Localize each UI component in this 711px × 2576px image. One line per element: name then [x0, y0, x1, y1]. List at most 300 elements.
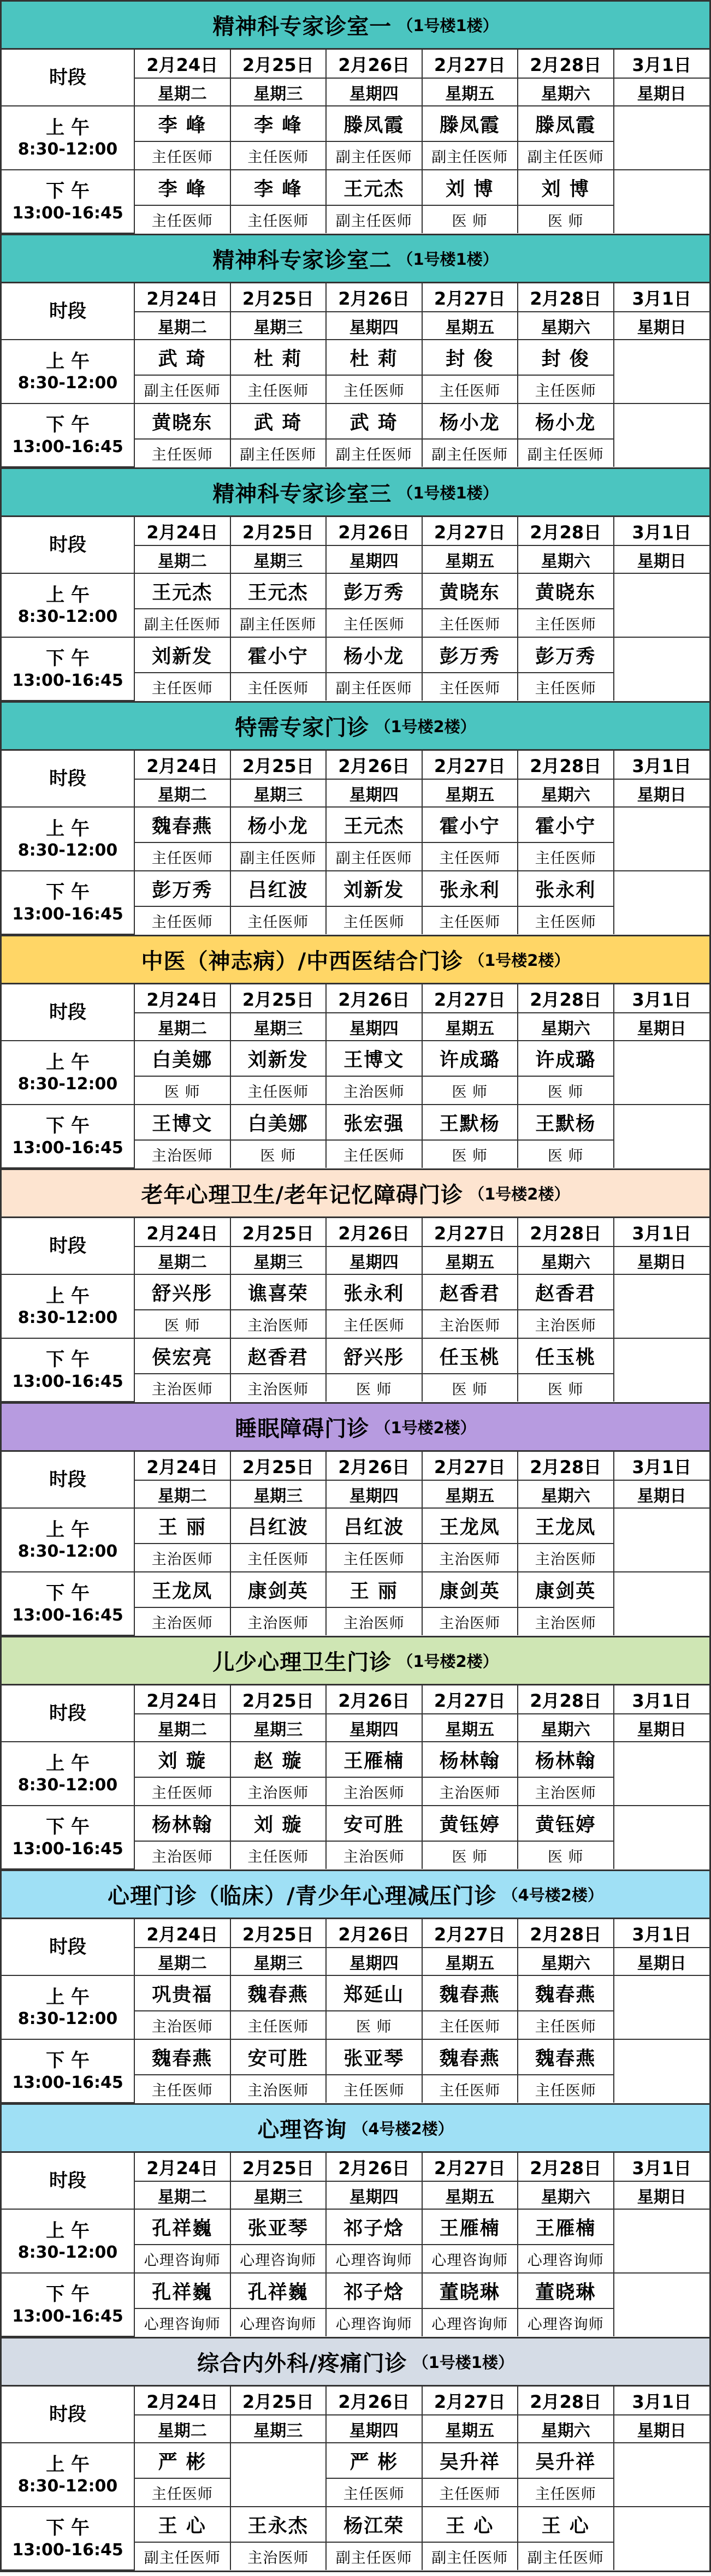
- doctor-title: 心理咨询师: [326, 2308, 422, 2336]
- date-cell: 2月26日: [326, 2387, 422, 2415]
- doctor-name: 严 彬: [326, 2443, 422, 2478]
- doctor-title: 主治医师: [518, 1777, 614, 1806]
- doctor-title: 医 师: [134, 1076, 230, 1105]
- doctor-title: 主治医师: [422, 1777, 518, 1806]
- date-cell: 2月27日: [422, 1218, 518, 1247]
- date-cell: 3月1日: [614, 2387, 710, 2415]
- weekday-cell: 星期四: [326, 779, 422, 807]
- am-doctor-row: [2, 1742, 709, 1777]
- doctor-name: 孔祥巍: [134, 2209, 230, 2245]
- doctor-title: 主任医师: [326, 1544, 422, 1572]
- pm-title: 下 午: [46, 2050, 90, 2072]
- doctor-title: 心理咨询师: [230, 2308, 327, 2336]
- doctor-name: 霍小宁: [422, 807, 518, 842]
- doctor-name: [614, 1338, 710, 1374]
- doctor-name: 张永利: [518, 871, 614, 906]
- doctor-title: 副主任医师: [518, 141, 614, 170]
- section-name: 心理门诊（临床）/青少年心理减压门诊: [108, 1884, 497, 1909]
- doctor-name: [614, 637, 710, 673]
- period-label: 时段: [2, 2153, 134, 2209]
- date-cell: 2月26日: [326, 50, 422, 78]
- doctor-name: 王龙凤: [518, 1508, 614, 1544]
- doctor-title: 主任医师: [134, 2075, 230, 2103]
- doctor-name: 杜 莉: [230, 340, 327, 375]
- date-cell: 3月1日: [614, 1685, 710, 1714]
- doctor-title: 主任医师: [518, 375, 614, 403]
- doctor-title: 副主任医师: [134, 2542, 230, 2570]
- weekday-cell: 星期三: [230, 2181, 327, 2209]
- section-location: （1号楼1楼）: [397, 250, 499, 269]
- pm-label: [2, 2507, 134, 2570]
- doctor-title: 主任医师: [134, 141, 230, 170]
- date-cell: 2月25日: [230, 517, 327, 545]
- doctor-name: [614, 1041, 710, 1076]
- weekday-cell: 星期二: [134, 779, 230, 807]
- weekday-cell: 星期三: [230, 779, 327, 807]
- weekday-cell: 星期四: [326, 545, 422, 573]
- doctor-title: 主任医师: [134, 439, 230, 467]
- clinic-section: [0, 2338, 711, 2572]
- doctor-name: 彭万秀: [134, 871, 230, 906]
- pm-doctor-row: [2, 1105, 709, 1140]
- am-time: 8:30-12:00: [17, 373, 118, 393]
- doctor-name: 黄钰婷: [422, 1806, 518, 1841]
- am-title: 上 午: [46, 1752, 90, 1774]
- doctor-title: 主任医师: [422, 906, 518, 934]
- date-cell: 2月26日: [326, 984, 422, 1013]
- doctor-name: [614, 170, 710, 205]
- doctor-name: 王元杰: [326, 170, 422, 205]
- pm-time: 13:00-16:45: [12, 1839, 123, 1859]
- doctor-title: 主任医师: [230, 1076, 327, 1105]
- section-location: （1号楼1楼）: [397, 16, 499, 35]
- doctor-title: 医 师: [518, 1841, 614, 1869]
- weekday-cell: 星期五: [422, 1714, 518, 1742]
- doctor-name: 康剑英: [422, 1572, 518, 1607]
- clinic-section: [0, 1637, 711, 1871]
- clinic-section: [0, 703, 711, 936]
- doctor-name: 董晓琳: [518, 2273, 614, 2308]
- section-location: （4号楼2楼）: [352, 2120, 454, 2138]
- doctor-name: 刘 博: [518, 170, 614, 205]
- weekday-cell: 星期五: [422, 2415, 518, 2443]
- am-label: [2, 1975, 134, 2039]
- doctor-title: 医 师: [422, 1076, 518, 1105]
- am-doctor-row: [2, 2443, 709, 2478]
- pm-time: 13:00-16:45: [12, 1605, 123, 1625]
- doctor-title: 主治医师: [326, 1777, 422, 1806]
- schedule-table: [2, 751, 709, 935]
- doctor-title: 心理咨询师: [134, 2245, 230, 2273]
- doctor-name: 郑延山: [326, 1975, 422, 2011]
- weekday-cell: 星期六: [518, 1714, 614, 1742]
- period-label: 时段: [2, 2387, 134, 2443]
- date-cell: 2月25日: [230, 1919, 327, 1948]
- doctor-title: 医 师: [134, 1310, 230, 1338]
- weekday-cell: 星期日: [614, 2415, 710, 2443]
- date-cell: 2月27日: [422, 1452, 518, 1480]
- doctor-name: 杨林翰: [134, 1806, 230, 1841]
- doctor-name: 白美娜: [134, 1041, 230, 1076]
- date-row: [2, 751, 709, 779]
- section-title: [2, 1170, 709, 1218]
- pm-title: 下 午: [46, 1115, 90, 1137]
- am-doctor-row: [2, 106, 709, 141]
- doctor-title: 主治医师: [326, 1076, 422, 1105]
- pm-label: [2, 871, 134, 934]
- doctor-name: [614, 2507, 710, 2542]
- doctor-title: 医 师: [518, 1076, 614, 1105]
- doctor-name: [614, 1806, 710, 1841]
- doctor-name: 黄钰婷: [518, 1806, 614, 1841]
- clinic-section: [0, 1170, 711, 1404]
- weekday-cell: 星期二: [134, 1247, 230, 1274]
- date-cell: 2月24日: [134, 1218, 230, 1247]
- doctor-title: 主任医师: [230, 673, 327, 701]
- section-name: 精神科专家诊室一: [212, 14, 392, 39]
- doctor-name: 魏春燕: [518, 2039, 614, 2075]
- doctor-title: [614, 1777, 710, 1806]
- doctor-name: 董晓琳: [422, 2273, 518, 2308]
- am-label: [2, 2443, 134, 2507]
- section-title: [2, 1637, 709, 1685]
- am-time: 8:30-12:00: [17, 607, 118, 626]
- date-cell: 2月25日: [230, 283, 327, 312]
- date-cell: 2月28日: [518, 751, 614, 779]
- pm-label: [2, 637, 134, 701]
- section-title: [2, 2105, 709, 2153]
- date-cell: 2月24日: [134, 283, 230, 312]
- date-cell: 2月24日: [134, 2387, 230, 2415]
- doctor-name: 黄晓东: [518, 573, 614, 609]
- am-label: [2, 340, 134, 403]
- doctor-title: 主任医师: [134, 205, 230, 233]
- am-doctor-row: [2, 1975, 709, 2011]
- doctor-name: 黄晓东: [422, 573, 518, 609]
- pm-label: [2, 1572, 134, 1635]
- weekday-cell: 星期四: [326, 2181, 422, 2209]
- doctor-title: 心理咨询师: [422, 2308, 518, 2336]
- doctor-title: 医 师: [518, 205, 614, 233]
- doctor-name: 王永杰: [230, 2507, 327, 2542]
- doctor-title: 主治医师: [422, 1544, 518, 1572]
- section-title: [2, 2338, 709, 2387]
- doctor-title: 医 师: [422, 1140, 518, 1168]
- am-label: [2, 1274, 134, 1338]
- weekday-cell: 星期二: [134, 1714, 230, 1742]
- weekday-cell: 星期四: [326, 2415, 422, 2443]
- doctor-name: 武 琦: [134, 340, 230, 375]
- date-row: [2, 984, 709, 1013]
- doctor-name: 霍小宁: [518, 807, 614, 842]
- weekday-cell: 星期三: [230, 78, 327, 106]
- doctor-name: 王 丽: [134, 1508, 230, 1544]
- date-cell: 2月26日: [326, 1919, 422, 1948]
- weekday-cell: 星期三: [230, 1714, 327, 1742]
- doctor-name: [230, 2443, 327, 2478]
- weekday-cell: 星期六: [518, 1948, 614, 1975]
- doctor-name: 康剑英: [518, 1572, 614, 1607]
- am-title: 上 午: [46, 2453, 90, 2476]
- pm-title: 下 午: [46, 180, 90, 202]
- section-name: 综合内外科/疼痛门诊: [197, 2351, 407, 2376]
- weekday-cell: 星期六: [518, 1480, 614, 1508]
- date-cell: 2月25日: [230, 1452, 327, 1480]
- section-name: 儿少心理卫生门诊: [212, 1650, 392, 1675]
- am-doctor-row: [2, 340, 709, 375]
- doctor-title: 主治医师: [518, 1607, 614, 1635]
- doctor-name: 黄晓东: [134, 403, 230, 439]
- doctor-name: [614, 106, 710, 141]
- pm-label: [2, 403, 134, 467]
- weekday-cell: 星期二: [134, 78, 230, 106]
- weekday-cell: 星期六: [518, 78, 614, 106]
- weekday-cell: 星期三: [230, 1013, 327, 1041]
- doctor-title: 主治医师: [134, 2011, 230, 2039]
- doctor-name: [614, 1274, 710, 1310]
- doctor-name: 刘新发: [230, 1041, 327, 1076]
- doctor-title: 主任医师: [230, 906, 327, 934]
- pm-label: [2, 2039, 134, 2103]
- doctor-name: 白美娜: [230, 1105, 327, 1140]
- schedule-table: [2, 517, 709, 701]
- doctor-title: 医 师: [422, 1374, 518, 1402]
- doctor-title: 主任医师: [422, 375, 518, 403]
- pm-doctor-row: [2, 637, 709, 673]
- date-cell: 2月28日: [518, 2387, 614, 2415]
- weekday-cell: 星期四: [326, 78, 422, 106]
- pm-doctor-row: [2, 403, 709, 439]
- weekday-cell: 星期二: [134, 1948, 230, 1975]
- date-cell: 2月27日: [422, 2153, 518, 2181]
- period-label: 时段: [2, 1218, 134, 1274]
- doctor-name: [614, 403, 710, 439]
- pm-title: 下 午: [46, 1349, 90, 1370]
- am-doctor-row: [2, 1274, 709, 1310]
- doctor-title: 医 师: [422, 1841, 518, 1869]
- doctor-title: 副主任医师: [230, 609, 327, 637]
- pm-doctor-row: [2, 1806, 709, 1841]
- schedule-table: [2, 283, 709, 467]
- period-label: 时段: [2, 1919, 134, 1975]
- doctor-title: [614, 439, 710, 467]
- section-location: （4号楼2楼）: [502, 1886, 603, 1904]
- doctor-title: 主治医师: [326, 1607, 422, 1635]
- pm-title: 下 午: [46, 414, 90, 436]
- doctor-name: 孔祥巍: [134, 2273, 230, 2308]
- doctor-name: 杨林翰: [422, 1742, 518, 1777]
- date-cell: 3月1日: [614, 1919, 710, 1948]
- doctor-name: 王元杰: [134, 573, 230, 609]
- pm-time: 13:00-16:45: [12, 2306, 123, 2326]
- am-time: 8:30-12:00: [17, 1308, 118, 1327]
- section-name: 精神科专家诊室三: [212, 482, 392, 507]
- doctor-name: [614, 2443, 710, 2478]
- doctor-name: 王 心: [518, 2507, 614, 2542]
- doctor-name: 王默杨: [422, 1105, 518, 1140]
- doctor-title: [614, 2245, 710, 2273]
- clinic-section: [0, 936, 711, 1170]
- doctor-name: [614, 1975, 710, 2011]
- weekday-cell: 星期五: [422, 2181, 518, 2209]
- doctor-title: 主治医师: [230, 2542, 327, 2570]
- date-cell: 2月26日: [326, 1218, 422, 1247]
- doctor-title: 副主任医师: [134, 375, 230, 403]
- pm-doctor-row: [2, 1338, 709, 1374]
- doctor-name: 魏春燕: [134, 2039, 230, 2075]
- doctor-name: 杜 莉: [326, 340, 422, 375]
- date-cell: 2月27日: [422, 50, 518, 78]
- doctor-name: 彭万秀: [326, 573, 422, 609]
- section-location: （1号楼2楼）: [375, 717, 476, 736]
- pm-time: 13:00-16:45: [12, 1138, 123, 1158]
- weekday-cell: 星期五: [422, 1247, 518, 1274]
- section-name: 特需专家门诊: [235, 715, 370, 740]
- pm-title: 下 午: [46, 2283, 90, 2305]
- weekday-cell: 星期五: [422, 1013, 518, 1041]
- pm-title: 下 午: [46, 648, 90, 669]
- weekday-cell: 星期日: [614, 2181, 710, 2209]
- doctor-name: 封 俊: [422, 340, 518, 375]
- doctor-title: 主任医师: [326, 906, 422, 934]
- doctor-title: 主治医师: [230, 1310, 327, 1338]
- doctor-name: 王元杰: [326, 807, 422, 842]
- weekday-cell: 星期五: [422, 545, 518, 573]
- weekday-cell: 星期二: [134, 2415, 230, 2443]
- date-cell: 2月26日: [326, 283, 422, 312]
- doctor-name: 祁子焓: [326, 2273, 422, 2308]
- date-cell: 2月26日: [326, 1685, 422, 1714]
- weekday-cell: 星期三: [230, 1480, 327, 1508]
- doctor-title: 主任医师: [134, 1777, 230, 1806]
- pm-title: 下 午: [46, 1582, 90, 1604]
- doctor-title: [614, 609, 710, 637]
- doctor-title: [230, 2478, 327, 2507]
- doctor-name: 张宏强: [326, 1105, 422, 1140]
- date-cell: 3月1日: [614, 50, 710, 78]
- pm-doctor-row: [2, 871, 709, 906]
- doctor-title: [614, 673, 710, 701]
- doctor-title: 主治医师: [230, 1607, 327, 1635]
- doctor-title: 主任医师: [134, 906, 230, 934]
- weekday-cell: 星期日: [614, 1714, 710, 1742]
- period-label: 时段: [2, 50, 134, 106]
- pm-label: [2, 170, 134, 233]
- weekday-cell: 星期三: [230, 2415, 327, 2443]
- clinic-section: [0, 469, 711, 703]
- date-cell: 2月25日: [230, 2387, 327, 2415]
- weekday-cell: 星期日: [614, 1013, 710, 1041]
- am-title: 上 午: [46, 817, 90, 840]
- section-title: [2, 235, 709, 283]
- date-cell: 2月28日: [518, 2153, 614, 2181]
- schedule-table: [2, 1218, 709, 1402]
- doctor-name: 刘新发: [326, 871, 422, 906]
- doctor-name: 巩贵福: [134, 1975, 230, 2011]
- date-cell: 2月27日: [422, 517, 518, 545]
- date-row: [2, 50, 709, 78]
- weekday-cell: 星期二: [134, 1480, 230, 1508]
- doctor-name: 吕红波: [230, 1508, 327, 1544]
- pm-label: [2, 1105, 134, 1168]
- doctor-name: 吕红波: [230, 871, 327, 906]
- date-row: [2, 1919, 709, 1948]
- section-title: [2, 469, 709, 517]
- doctor-title: [614, 1310, 710, 1338]
- doctor-title: 副主任医师: [518, 2542, 614, 2570]
- doctor-name: 张永利: [422, 871, 518, 906]
- weekday-cell: 星期日: [614, 1480, 710, 1508]
- section-name: 心理咨询: [257, 2117, 347, 2142]
- doctor-title: [614, 205, 710, 233]
- weekday-cell: 星期二: [134, 545, 230, 573]
- schedule-table: [2, 2153, 709, 2337]
- weekday-cell: 星期五: [422, 1948, 518, 1975]
- am-time: 8:30-12:00: [17, 841, 118, 860]
- doctor-title: 主治医师: [134, 1374, 230, 1402]
- doctor-title: 心理咨询师: [134, 2308, 230, 2336]
- date-cell: 2月28日: [518, 50, 614, 78]
- doctor-title: 主任医师: [230, 375, 327, 403]
- doctor-name: [614, 1105, 710, 1140]
- doctor-title: [614, 1374, 710, 1402]
- doctor-name: 杨江荣: [326, 2507, 422, 2542]
- date-cell: 2月28日: [518, 1218, 614, 1247]
- am-time: 8:30-12:00: [17, 1776, 118, 1795]
- doctor-title: 医 师: [326, 2011, 422, 2039]
- weekday-cell: 星期五: [422, 78, 518, 106]
- weekday-cell: 星期六: [518, 1013, 614, 1041]
- doctor-title: 主任医师: [134, 2478, 230, 2507]
- doctor-title: 主任医师: [422, 609, 518, 637]
- section-name: 精神科专家诊室二: [212, 248, 392, 273]
- doctor-title: [614, 1544, 710, 1572]
- weekday-cell: 星期三: [230, 1948, 327, 1975]
- date-cell: 2月26日: [326, 1452, 422, 1480]
- date-cell: 3月1日: [614, 517, 710, 545]
- am-label: [2, 807, 134, 871]
- weekday-cell: 星期日: [614, 78, 710, 106]
- pm-doctor-row: [2, 2507, 709, 2542]
- doctor-title: [614, 2542, 710, 2570]
- weekday-cell: 星期四: [326, 1948, 422, 1975]
- doctor-name: 魏春燕: [518, 1975, 614, 2011]
- doctor-title: 心理咨询师: [518, 2245, 614, 2273]
- date-cell: 3月1日: [614, 1218, 710, 1247]
- doctor-name: 杨小龙: [230, 807, 327, 842]
- doctor-name: 王雁楠: [422, 2209, 518, 2245]
- doctor-name: 杨小龙: [326, 637, 422, 673]
- weekday-cell: 星期六: [518, 779, 614, 807]
- pm-time: 13:00-16:45: [12, 2073, 123, 2092]
- weekday-cell: 星期六: [518, 1247, 614, 1274]
- doctor-name: 刘新发: [134, 637, 230, 673]
- doctor-name: [614, 2273, 710, 2308]
- doctor-title: 主任医师: [518, 673, 614, 701]
- doctor-name: 武 琦: [326, 403, 422, 439]
- pm-label: [2, 1806, 134, 1869]
- doctor-name: 祁子焓: [326, 2209, 422, 2245]
- am-time: 8:30-12:00: [17, 2243, 118, 2262]
- doctor-title: 主任医师: [518, 2478, 614, 2507]
- clinic-section: [0, 0, 711, 235]
- schedule-table: [2, 50, 709, 234]
- doctor-title: 副主任医师: [326, 205, 422, 233]
- date-cell: 2月24日: [134, 2153, 230, 2181]
- doctor-name: 孔祥巍: [230, 2273, 327, 2308]
- doctor-name: 侯宏亮: [134, 1338, 230, 1374]
- date-cell: 2月25日: [230, 984, 327, 1013]
